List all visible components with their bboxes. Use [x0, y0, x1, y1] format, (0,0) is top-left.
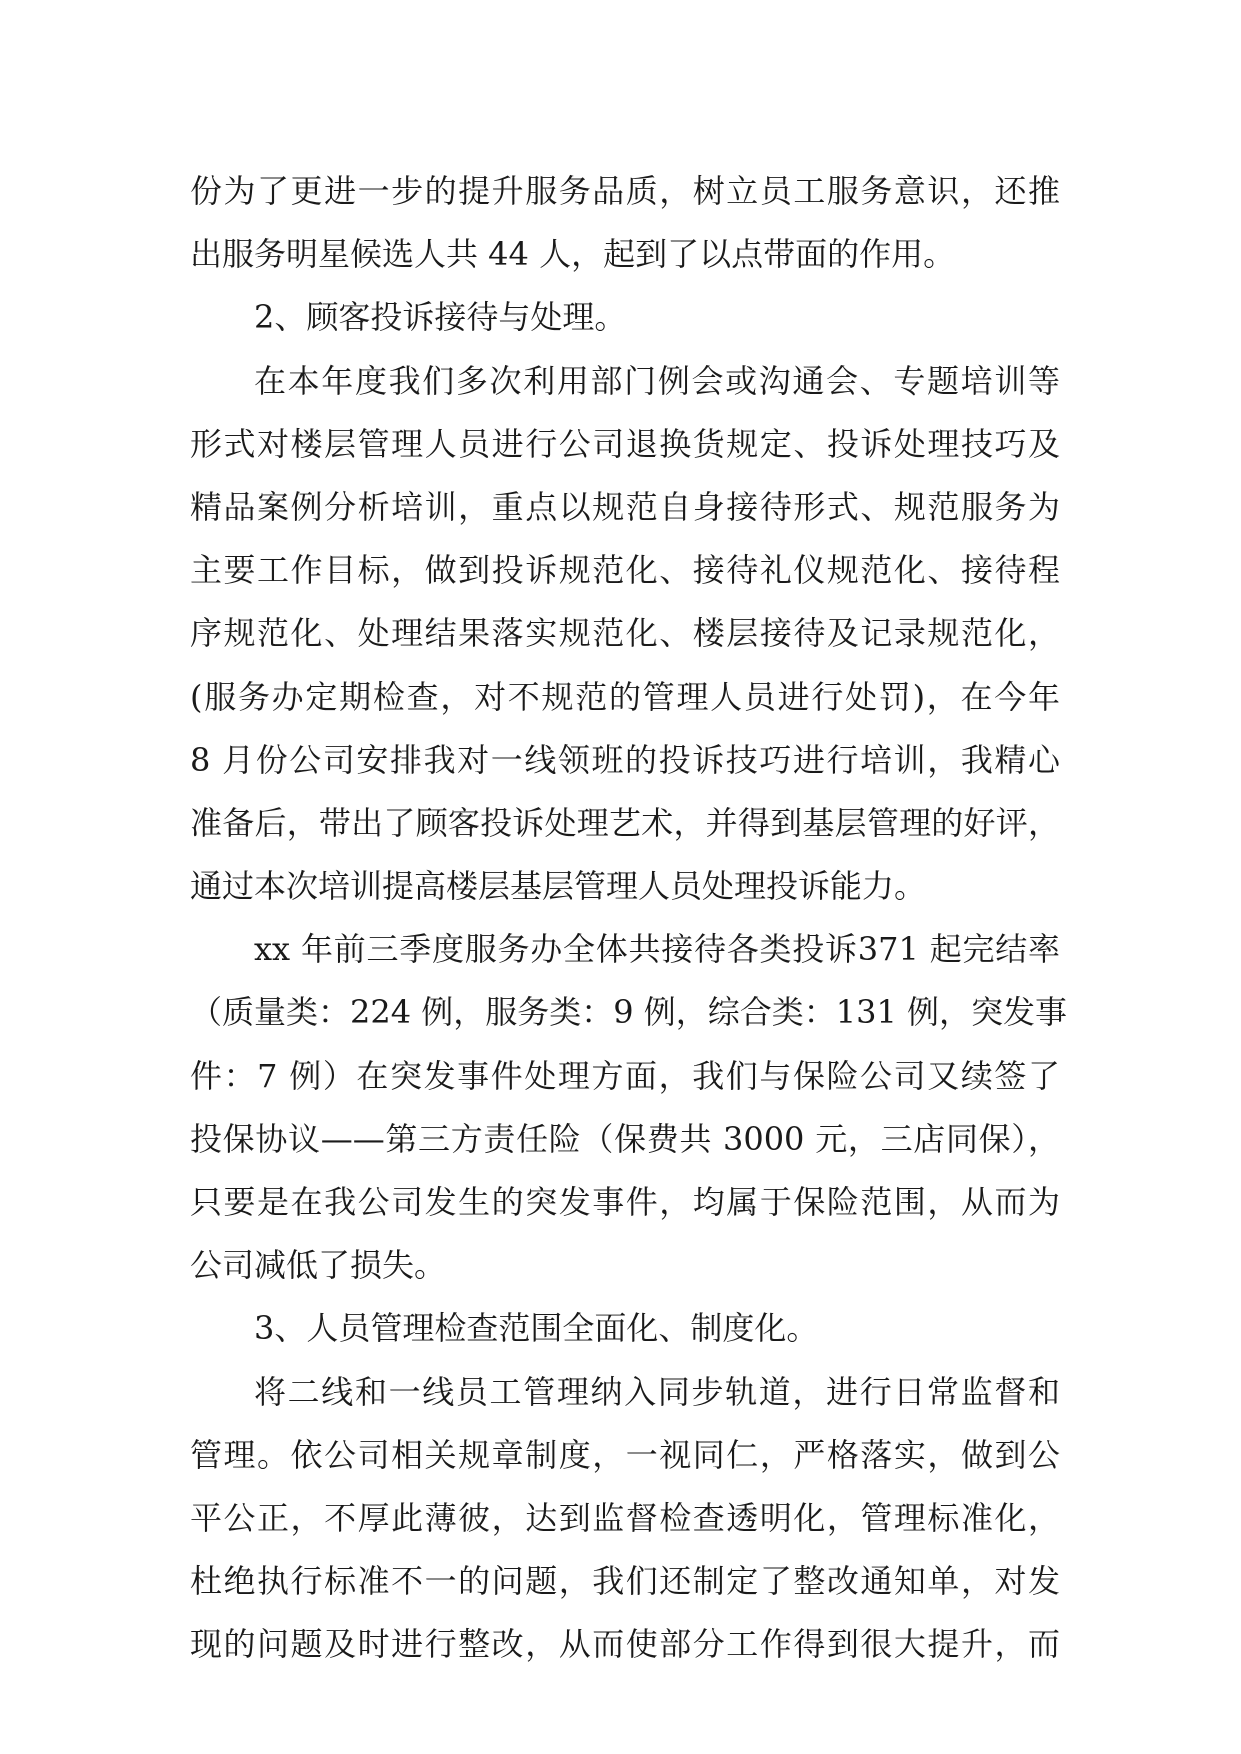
text-line: 主要工作目标，做到投诉规范化、接待礼仪规范化、接待程: [190, 551, 1060, 590]
text-line: 8 月份公司安排我对一线领班的投诉技巧进行培训，我精心: [190, 740, 1060, 779]
text-line: （质量类：224 例，服务类：9 例，综合类：131 例，突发事: [190, 993, 1068, 1032]
text-line: 精品案例分析培训，重点以规范自身接待形式、规范服务为: [190, 487, 1060, 526]
text-line: 件：7 例）在突发事件处理方面，我们与保险公司又续签了: [190, 1056, 1060, 1095]
text-line: 投保协议——第三方责任险（保费共 3000 元，三店同保），: [190, 1119, 1060, 1158]
text-line: 准备后，带出了顾客投诉处理艺术，并得到基层管理的好评，: [190, 803, 1060, 842]
body-text: [190, 160, 1068, 1677]
text-line: 将二线和一线员工管理纳入同步轨道，进行日常监督和: [254, 1372, 1060, 1411]
text-line: (服务办定期检查，对不规范的管理人员进行处罚)，在今年: [190, 677, 1060, 716]
section-heading: 3、人员管理检查范围全面化、制度化。: [254, 1309, 819, 1348]
text-line: 公司减低了损失。: [190, 1246, 447, 1285]
text-line: 平公正，不厚此薄彼，达到监督检查透明化，管理标准化，: [190, 1498, 1060, 1537]
text-line: 现的问题及时进行整改，从而使部分工作得到很大提升，而: [190, 1625, 1060, 1664]
text-line: 序规范化、处理结果落实规范化、楼层接待及记录规范化，: [190, 614, 1060, 653]
text-line: 出服务明星候选人共 44 人，起到了以点带面的作用。: [190, 235, 956, 274]
text-line: 在本年度我们多次利用部门例会或沟通会、专题培训等: [254, 361, 1060, 400]
text-line: 份为了更进一步的提升服务品质，树立员工服务意识，还推: [190, 172, 1060, 210]
text-line: 只要是在我公司发生的突发事件，均属于保险范围，从而为: [190, 1183, 1060, 1221]
text-line: 形式对楼层管理人员进行公司退换货规定、投诉处理技巧及: [190, 424, 1060, 463]
text-line: 杜绝执行标准不一的问题，我们还制定了整改通知单，对发: [190, 1562, 1060, 1601]
text-line: xx 年前三季度服务办全体共接待各类投诉371 起完结率: [254, 930, 1060, 969]
text-line: 通过本次培训提高楼层基层管理人员处理投诉能力。: [190, 867, 927, 906]
text-line: 管理。依公司相关规章制度，一视同仁，严格落实，做到公: [190, 1435, 1060, 1474]
section-heading: 2、顾客投诉接待与处理。: [254, 298, 627, 337]
